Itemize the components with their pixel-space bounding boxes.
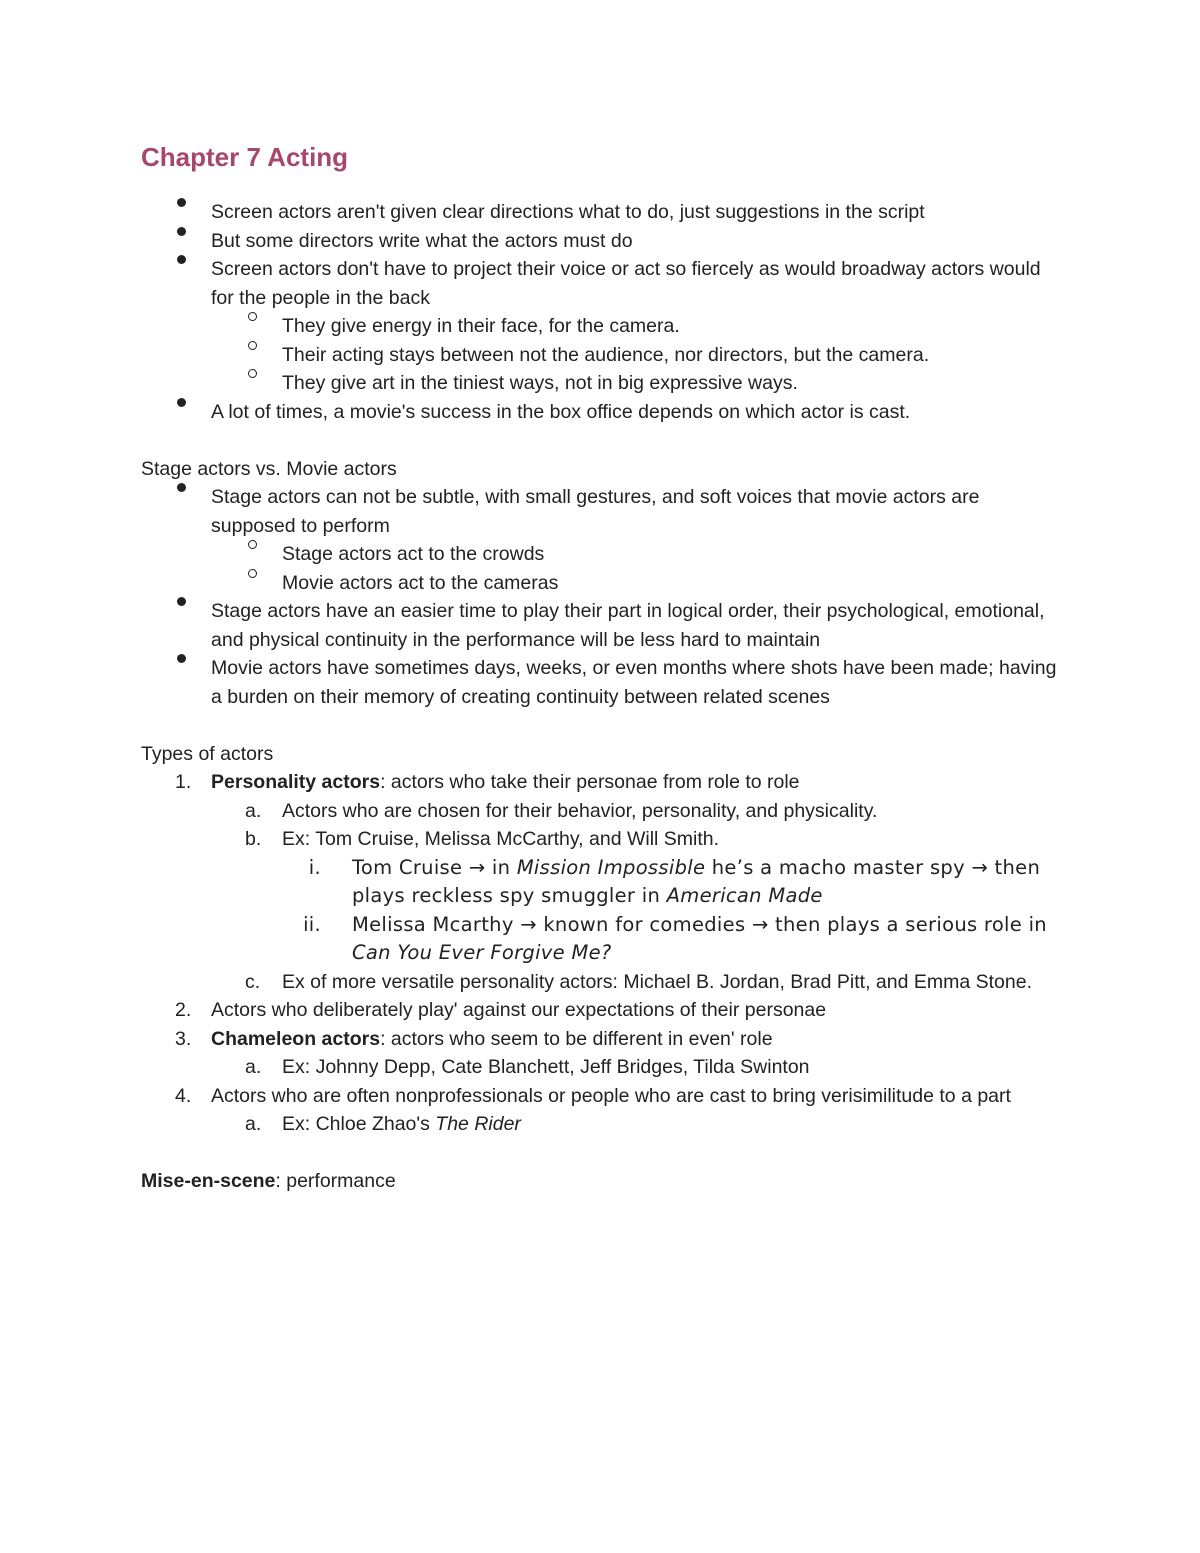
- list-item: But some directors write what the actors must do: [141, 227, 1061, 256]
- bullet-disc-icon: [177, 654, 186, 663]
- bullet-disc-icon: [177, 198, 186, 207]
- bullet-disc-icon: [177, 255, 186, 264]
- lettered-item: a. Ex: Chloe Zhao's The Rider: [141, 1110, 1061, 1139]
- term-bold: Chameleon actors: [211, 1027, 381, 1050]
- lettered-item: a. Ex: Johnny Depp, Cate Blanchett, Jeff Bridges, Tilda Swinton: [141, 1053, 1061, 1082]
- bullet-disc-icon: [177, 398, 186, 407]
- film-title: American Made: [666, 884, 823, 907]
- lettered-item: b. Ex: Tom Cruise, Melissa McCarthy, and Will Smith.: [141, 825, 1061, 854]
- list-roman: ii.: [303, 912, 321, 936]
- list-item: Stage actors have an easier time to play their part in logical order, their psychological, emotional, and physical continuity in the performance will be less hard to maintain: [141, 597, 1061, 654]
- bullet-circle-icon: [248, 569, 257, 578]
- list-letter: a.: [245, 1056, 262, 1078]
- sub-list-item: Their acting stays between not the audience, nor directors, but the camera.: [141, 341, 1061, 370]
- lettered-item: c. Ex of more versatile personality actors: Michael B. Jordan, Brad Pitt, and Emma Stone.: [141, 968, 1061, 997]
- bullet-circle-icon: [248, 312, 257, 321]
- page-title: Chapter 7 Acting: [141, 142, 349, 172]
- bullet-disc-icon: [177, 483, 186, 492]
- list-item: Screen actors don't have to project their voice or act so fiercely as would broadway actors would for the people in the back: [141, 255, 1061, 312]
- sub-list-item: They give art in the tiniest ways, not in big expressive ways.: [141, 369, 1061, 398]
- sub-list-item: Movie actors act to the cameras: [141, 569, 1061, 598]
- list-item: Movie actors have sometimes days, weeks, or even months where shots have been made; having a burden on their memory of creating continuity between related scenes: [141, 654, 1061, 711]
- roman-item: ii. Melissa Mcarthy → known for comedies → then plays a serious role in Can You Ever Forgive Me?: [141, 911, 1061, 968]
- roman-item: i. Tom Cruise → in Mission Impossible he’s a macho master spy → then plays reckless spy smuggler in American Made: [141, 854, 1061, 911]
- list-item: Screen actors aren't given clear directions what to do, just suggestions in the script: [141, 198, 1061, 227]
- list-number: 1.: [175, 771, 192, 793]
- list-letter: a.: [245, 799, 262, 822]
- numbered-item: 3. Chameleon actors: actors who seem to be different in even' role: [141, 1025, 1061, 1054]
- list-number: 2.: [175, 999, 192, 1021]
- term-bold: Personality actors: [211, 771, 381, 793]
- stage-vs-movie-list: [141, 483, 1061, 711]
- list-roman: i.: [308, 855, 321, 879]
- bullet-disc-icon: [177, 597, 186, 606]
- list-number: 3.: [175, 1027, 192, 1050]
- list-item: Stage actors can not be subtle, with small gestures, and soft voices that movie actors are supposed to perform: [141, 483, 1061, 540]
- list-letter: b.: [245, 828, 262, 850]
- term-bold: Mise-en-scene: [141, 1170, 276, 1192]
- sub-list-item: Stage actors act to the crowds: [141, 540, 1061, 569]
- section-heading-types-of-actors: Types of actors: [141, 742, 274, 765]
- film-title: Can You Ever Forgive Me?: [352, 941, 612, 964]
- bullet-circle-icon: [248, 369, 257, 378]
- document-page: [141, 140, 1061, 1196]
- list-number: 4.: [175, 1084, 192, 1107]
- list-letter: a.: [245, 1113, 262, 1135]
- bullet-circle-icon: [248, 341, 257, 350]
- numbered-item: 4. Actors who are often nonprofessionals or people who are cast to bring verisimilitude to a part: [141, 1082, 1061, 1111]
- sub-list-item: They give energy in their face, for the camera.: [141, 312, 1061, 341]
- list-item: A lot of times, a movie's success in the box office depends on which actor is cast.: [141, 398, 1061, 427]
- list-letter: c.: [245, 970, 261, 993]
- footer-definition: Mise-en-scene: performance: [141, 1170, 396, 1192]
- numbered-item: 2. Actors who deliberately play' against our expectations of their personae: [141, 996, 1061, 1025]
- film-title: The Rider: [435, 1113, 521, 1135]
- numbered-item: 1. Personality actors: actors who take their personae from role to role: [141, 768, 1061, 797]
- types-of-actors-list: [141, 768, 1061, 1139]
- section-heading-stage-vs-movie: Stage actors vs. Movie actors: [141, 457, 397, 480]
- lettered-item: a. Actors who are chosen for their behavior, personality, and physicality.: [141, 797, 1061, 826]
- intro-bullet-list: [141, 198, 1061, 426]
- bullet-circle-icon: [248, 540, 257, 549]
- bullet-disc-icon: [177, 227, 186, 236]
- film-title: Mission Impossible: [516, 855, 706, 879]
